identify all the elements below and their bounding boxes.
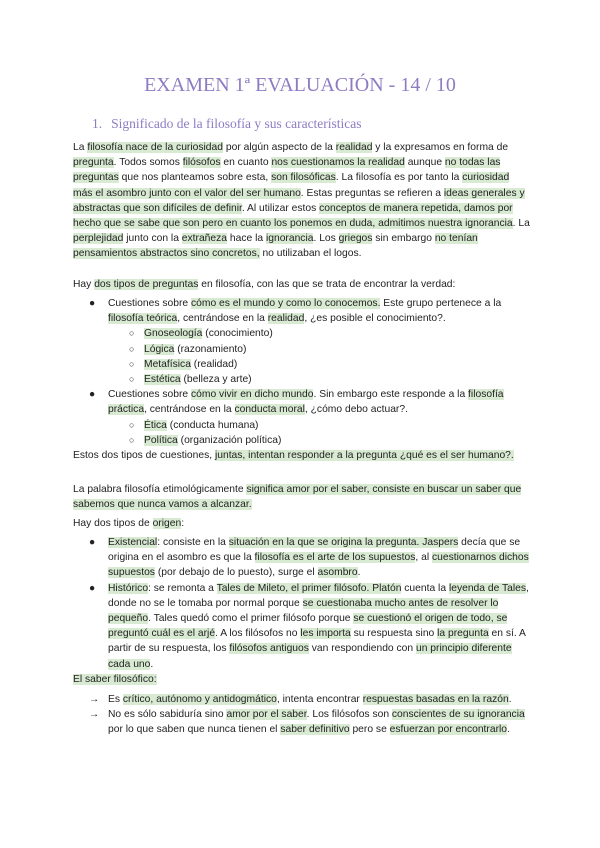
list-item	[73, 296, 531, 326]
text-run: y la expresamos en forma de	[372, 142, 509, 153]
sub-list-item	[73, 357, 531, 372]
circle-bullet-icon: ○	[129, 434, 135, 445]
knowledge-list	[73, 692, 531, 738]
text-run: , intenta encontrar	[276, 694, 363, 705]
highlighted-text: filosofía es el arte de los supuestos	[254, 552, 416, 564]
highlighted-text: un principio diferente cada uno	[108, 643, 512, 670]
paragraph-human-question	[73, 448, 531, 463]
highlighted-text: realidad	[267, 313, 305, 325]
highlighted-text: saber definitivo	[280, 724, 350, 736]
highlighted-text: Estética	[144, 374, 181, 386]
highlighted-text: cuestionarnos dichos supuestos	[108, 552, 529, 579]
highlighted-text: Lógica	[144, 343, 175, 355]
bullet-icon: ●	[89, 298, 96, 309]
circle-bullet-icon: ○	[129, 374, 135, 385]
highlighted-text: son filosóficas	[271, 172, 336, 184]
text-run: Cuestiones sobre	[108, 298, 191, 309]
highlighted-text: conducta moral	[234, 404, 305, 416]
bullet-list	[73, 535, 531, 672]
highlighted-text: respuestas basadas en la razón	[362, 694, 509, 705]
highlighted-text: se cuestionó el origen de todo, se preguntó cuál es el arjé	[108, 613, 508, 640]
origin-list	[73, 535, 531, 672]
text-run: (organización política)	[177, 434, 282, 446]
text-run: su respuesta sino	[350, 628, 438, 640]
sub-list-item	[73, 433, 531, 448]
highlighted-text: cómo es el mundo y como lo conocemos.	[191, 298, 381, 309]
highlighted-text: leyenda de Tales	[448, 582, 527, 594]
text-run: (conducta humana)	[166, 419, 259, 431]
text-run: . La filosofía es por tanto la	[335, 172, 463, 184]
highlighted-text: crítico, autónomo y antidogmático	[122, 694, 277, 705]
text-run: (belleza y arte)	[180, 374, 252, 386]
text-run: , centrándose en la	[144, 404, 235, 416]
text-run: . La	[512, 218, 530, 230]
highlighted-text: se cuestionaba mucho antes de resolver lo pequeño	[108, 597, 499, 625]
text-run: Es	[108, 694, 123, 705]
text-run: (por debajo de lo puesto), surge el	[154, 567, 318, 579]
highlighted-text: dos tipos de preguntas	[94, 279, 199, 290]
highlighted-text: Histórico	[108, 582, 149, 594]
sub-list-item	[73, 342, 531, 357]
circle-bullet-icon: ○	[129, 419, 135, 430]
paragraph-text	[73, 448, 531, 463]
paragraph-philosophical-knowledge	[73, 672, 531, 687]
highlighted-text: ignorancia	[265, 233, 314, 245]
list-item	[73, 535, 531, 581]
text-run: :	[181, 518, 185, 529]
text-run: , al	[415, 552, 432, 564]
text-run: (realidad)	[190, 358, 238, 370]
text-run: Hay	[73, 279, 95, 290]
highlighted-text: filosofía nace de la curiosidad	[87, 142, 223, 153]
text-run: que nos planteamos sobre esta,	[118, 172, 272, 184]
text-run: . Los	[313, 233, 339, 245]
text-run: . Tales quedó como el primer filósofo porque	[148, 613, 354, 625]
list-item	[73, 692, 531, 707]
highlighted-text: realidad	[335, 142, 373, 153]
highlighted-text: esfuerzan por encontrarlo	[389, 724, 508, 736]
section-heading	[92, 116, 362, 132]
text-run: no utilizaban el logos.	[259, 248, 362, 260]
bullet-list	[73, 296, 531, 448]
text-run: junto con la	[123, 233, 182, 245]
text-run: sin embargo	[372, 233, 435, 245]
highlighted-text: la pregunta	[437, 628, 489, 640]
text-run: La	[73, 142, 88, 153]
text-run: , donde no se le tomaba por normal porque	[108, 582, 529, 609]
highlighted-text: cómo vivir en dicho mundo	[191, 389, 314, 401]
text-run: . Todos somos	[113, 157, 183, 169]
list-item	[73, 581, 531, 672]
highlighted-text: les importa	[300, 628, 351, 640]
sub-list-item	[73, 418, 531, 433]
highlighted-text: filósofos antiguos	[229, 643, 309, 655]
text-run: .	[507, 724, 510, 736]
highlighted-text: amor por el saber	[226, 709, 307, 721]
text-run: Hay dos tipos de	[73, 518, 153, 529]
paragraph-etymology	[73, 482, 531, 512]
highlighted-text: filosofía teórica	[108, 313, 178, 325]
text-run: en filosofía, con las que se trata de encontrar la verdad:	[198, 279, 456, 290]
text-run: decía que se origina en el asombro es que la	[108, 537, 521, 564]
highlighted-text: Ética	[144, 419, 167, 431]
paragraph-text	[73, 140, 531, 262]
highlighted-text: extrañeza	[181, 233, 228, 245]
page-title: EXAMEN 1ª EVALUACIÓN - 14 / 10	[144, 74, 456, 96]
text-run: : se remonta a	[148, 582, 217, 594]
question-types-list	[73, 296, 531, 448]
highlighted-text: conscientes de su ignorancia	[391, 709, 525, 721]
bullet-icon: ●	[89, 582, 96, 594]
sub-list-item	[73, 326, 531, 341]
text-run: en sí. A partir de su respuesta, los	[108, 628, 526, 655]
paragraph-text	[73, 516, 531, 531]
text-run: , ¿es posible el conocimiento?.	[304, 313, 446, 325]
list-item	[73, 387, 531, 417]
text-run: : consiste en la	[157, 537, 229, 548]
text-run: .	[357, 567, 361, 579]
text-run: . Al utilizar estos	[241, 202, 320, 214]
text-run: aunque	[404, 157, 445, 169]
circle-bullet-icon: ○	[129, 358, 135, 369]
text-run: , ¿cómo debo actuar?.	[304, 404, 408, 416]
highlighted-text: griegos	[338, 233, 373, 245]
text-run: por lo que saben que nunca tienen el	[108, 724, 281, 736]
text-run: (razonamiento)	[174, 343, 247, 355]
highlighted-text: nos cuestionamos la realidad	[271, 157, 405, 169]
highlighted-text: no todas las preguntas	[73, 157, 501, 184]
highlighted-text: Metafísica	[144, 358, 191, 370]
paragraph-origin	[73, 516, 531, 531]
circle-bullet-icon: ○	[129, 328, 135, 339]
highlighted-text: perplejidad	[73, 233, 124, 245]
text-run: pero se	[349, 724, 390, 736]
paragraph-text	[73, 277, 531, 292]
section-number: 1.	[92, 116, 103, 131]
text-run: en cuanto	[220, 157, 272, 169]
sub-list-item	[73, 372, 531, 387]
text-run: por algún aspecto de la	[223, 142, 336, 153]
text-run: .	[508, 694, 512, 705]
text-run: . A los filósofos no	[215, 628, 301, 640]
highlighted-text: no tenían pensamientos abstractos sino concretos,	[73, 233, 478, 260]
highlighted-text: pregunta	[73, 157, 114, 169]
arrow-bullet-icon: →	[89, 709, 100, 721]
text-run: van respondiendo con	[308, 643, 416, 655]
bullet-icon: ●	[89, 537, 96, 548]
highlighted-text: origen	[152, 518, 182, 529]
highlighted-text: juntas, intentan responder a la pregunta ¿qué es el ser humano?.	[214, 450, 514, 461]
bullet-icon: ●	[89, 389, 96, 401]
highlighted-text: Gnoseología	[144, 328, 203, 340]
paragraph-text	[73, 482, 531, 512]
text-run: hace la	[227, 233, 266, 245]
text-run: (conocimiento)	[202, 328, 273, 340]
highlighted-text: conceptos de manera repetida, damos por hecho que se sabe que son pero en cuanto los ponemos en duda, admitimos nuestra ignorancia	[73, 202, 513, 230]
text-run: Cuestiones sobre	[108, 389, 191, 401]
text-run: .	[150, 658, 154, 670]
highlighted-text: situación en la que se origina la pregunta. Jaspers	[228, 537, 459, 548]
text-run: . Sin embargo este responde a la	[313, 389, 469, 401]
paragraph-question-types	[73, 277, 531, 292]
paragraph-definition	[73, 140, 531, 262]
highlighted-text: filósofos	[182, 157, 221, 169]
highlighted-text: asombro	[317, 567, 358, 579]
text-run: No es sólo sabiduría sino	[108, 709, 227, 721]
circle-bullet-icon: ○	[129, 343, 135, 354]
highlighted-text: curiosidad más el asombro junto con el valor del ser humano	[73, 172, 510, 199]
list-item	[73, 707, 531, 737]
text-run: . Los filósofos son	[306, 709, 392, 721]
arrow-list	[73, 692, 531, 738]
text-run: , centrándose en la	[177, 313, 268, 325]
arrow-bullet-icon: →	[89, 694, 100, 705]
text-run: Estos dos tipos de cuestiones,	[73, 450, 215, 461]
highlighted-text: Política	[144, 434, 178, 446]
highlighted-text: Tales de Mileto, el primer filósofo. Platón	[216, 582, 402, 594]
highlighted-text: significa amor por el saber, consiste en buscar un saber que sabemos que nunca vamos a alcanzar.	[73, 484, 522, 511]
highlighted-text: filosofía práctica	[108, 389, 504, 416]
text-run: . Estas preguntas se refieren a	[300, 187, 444, 199]
text-run: Este grupo pertenece a la	[380, 298, 502, 309]
highlighted-text: El saber filosófico:	[73, 674, 157, 685]
text-run: cuenta la	[401, 582, 449, 594]
highlighted-text: Existencial	[108, 537, 158, 548]
text-run: La palabra filosofía etimológicamente	[73, 484, 247, 495]
highlighted-text: ideas generales y abstractas que son difíciles de definir	[73, 187, 525, 214]
section-title: Significado de la filosofía y sus características	[111, 116, 362, 131]
paragraph-text	[73, 672, 531, 687]
